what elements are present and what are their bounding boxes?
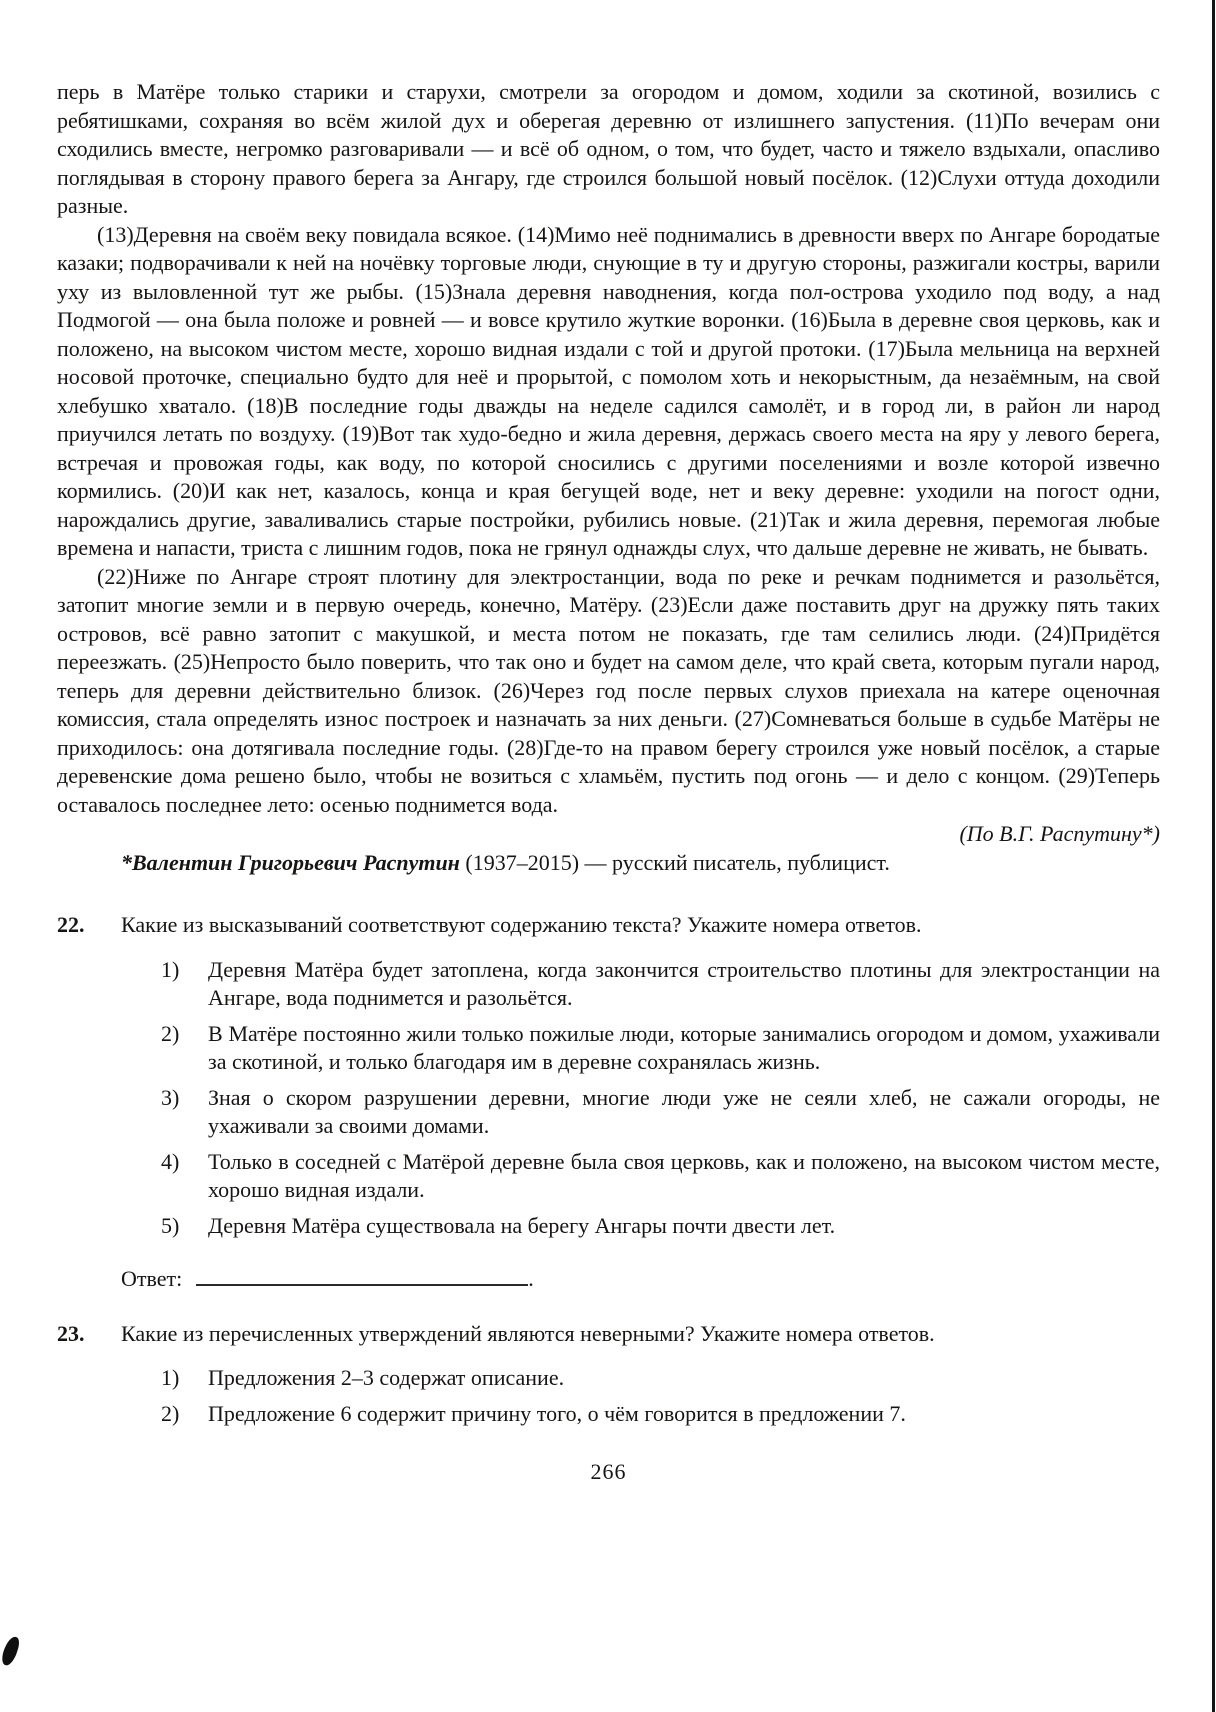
question-22 (57, 911, 1160, 1294)
option-number: 4) (161, 1148, 180, 1174)
option-text: В Матёре постоянно жили только пожилые люди, которые занимались огородом и домом, ухаживали за скотиной, и только благодаря им в деревне сохранялась жизнь. (208, 1020, 1160, 1074)
option-text: Деревня Матёра будет затоплена, когда закончится строительство плотины для электростанции на Ангаре, вода поднимется и разольётся. (208, 956, 1160, 1010)
scan-edge-artifact (1212, 0, 1215, 1712)
option-text: Предложение 6 содержит причину того, о чём говорится в предложении 7. (208, 1400, 906, 1426)
option-item (161, 956, 1160, 1013)
option-item (161, 1364, 1160, 1393)
option-item (161, 1400, 1160, 1429)
question-22-options (121, 956, 1160, 1241)
option-text: Деревня Матёра существовала на берегу Ангары почти двести лет. (208, 1212, 836, 1238)
reading-text (57, 78, 1160, 877)
option-text: Предложения 2–3 содержат описание. (208, 1365, 565, 1390)
question-23-prompt: Какие из перечисленных утверждений являются неверными? Укажите номера ответов. (121, 1320, 935, 1346)
author-name: *Валентин Григорьевич Распутин (121, 849, 460, 875)
text-paragraph-3: (22)Ниже по Ангаре строят плотину для электростанции, вода по реке и речкам поднимется и разольётся, затопит многие земли и в первую очередь, конечно, Матёру. (23)Если даже поставить друг на дружку пять таких островов, всё равно затопит с макушкой, и места потом не показать, где там селились люди. (24)Придётся переезжать. (25)Непросто было поверить, что так оно и будет на самом деле, что край света, которым пугали народ, теперь для деревни действительно близок. (26)Через год после первых слухов приехала на катере оценочная комиссия, стала определять износ построек и назначать за них деньги. (27)Сомневаться больше в судьбе Матёры не приходилось: она дотягивала последние годы. (28)Где-то на правом берегу строился уже новый посёлок, а старые деревенские дома решено было, чтобы не возиться с хламьём, пустить под огонь — и дело с концом. (29)Теперь оставалось последнее лето: осенью поднимется вода. (57, 563, 1160, 817)
option-item (161, 1212, 1160, 1241)
question-23-number: 23. (57, 1320, 85, 1346)
text-paragraph-1: перь в Матёре только старики и старухи, смотрели за огородом и домом, ходили за скотиной, возились с ребятишками, сохраняя во всём жилой дух и оберегая деревню от излишнего запустения. (11)По вечерам они сходились вместе, негромко разговаривали — и всё об одном, о том, что будет, часто и тяжело вздыхали, опасливо поглядывая в сторону правого берега за Ангару, где строился большой новый посёлок. (12)Слухи оттуда доходили разные. (57, 79, 1160, 218)
option-number: 5) (161, 1212, 180, 1238)
option-number: 2) (161, 1400, 180, 1426)
option-number: 2) (161, 1020, 180, 1046)
option-text: Только в соседней с Матёрой деревне была своя церковь, как и положено, на высоком чистом месте, хорошо видная издали. (208, 1148, 1160, 1202)
answer-label: Ответ: (121, 1266, 183, 1291)
option-item (161, 1084, 1160, 1141)
author-footnote (57, 849, 1160, 878)
question-22-prompt: Какие из высказываний соответствуют содержанию текста? Укажите номера ответов. (121, 912, 922, 937)
option-item (161, 1148, 1160, 1205)
text-paragraph-2: (13)Деревня на своём веку повидала всякое. (14)Мимо неё поднимались в древности вверх по Ангаре бородатые казаки; подворачивали к ней на ночёвку торговые люди, снующие в ту и другую стороны, разжигали костры, варили уху из выловленной тут же рыбы. (15)Знала деревня наводнения, когда пол-острова уходило под воду, а над Подмогой — она была положе и ровней — и вовсе крутило жуткие воронки. (16)Была в деревне своя церковь, как и положено, на высоком чистом месте, хорошо видная издали с той и другой протоки. (17)Была мельница на верхней носовой проточке, специально будто для неё и прорытой, с помолом хоть и некорыстным, да незаёмным, на свой хлебушко хватало. (18)В последние годы дважды на неделе садился самолёт, и в город ли, в район ли народ приучился летать по воздуху. (19)Вот так худо-бедно и жила деревня, держась своего места на яру у левого берега, встречая и провожая годы, как воду, по которой сносились с другими поселениями и возле которой извечно кормились. (20)И как нет, казалось, конца и края бегущей воде, нет и веку деревне: уходили на погост одни, нарождались другие, заваливались старые постройки, рубились новые. (21)Так и жила деревня, перемогая любые времена и напасти, триста с лишним годов, пока не грянул однажды слух, что дальше деревне не живать, не бывать. (57, 221, 1160, 560)
question-23 (57, 1320, 1160, 1429)
scan-blob-artifact (0, 1635, 21, 1668)
answer-suffix: . (528, 1266, 534, 1291)
author-info: (1937–2015) — русский писатель, публицист. (459, 849, 890, 875)
option-item (161, 1020, 1160, 1077)
option-number: 1) (161, 956, 180, 982)
question-22-number: 22. (57, 912, 85, 937)
text-attribution: (По В.Г. Распутину*) (959, 821, 1160, 846)
answer-blank (196, 1262, 528, 1286)
question-23-options (121, 1364, 1160, 1428)
page-number: 266 (590, 1459, 627, 1484)
option-number: 1) (161, 1365, 180, 1390)
option-text: Зная о скором разрушении деревни, многие люди уже не сеяли хлеб, не сажали огороды, не ухаживали за своими домами. (208, 1084, 1160, 1138)
option-number: 3) (161, 1084, 180, 1110)
answer-row (121, 1262, 1160, 1294)
